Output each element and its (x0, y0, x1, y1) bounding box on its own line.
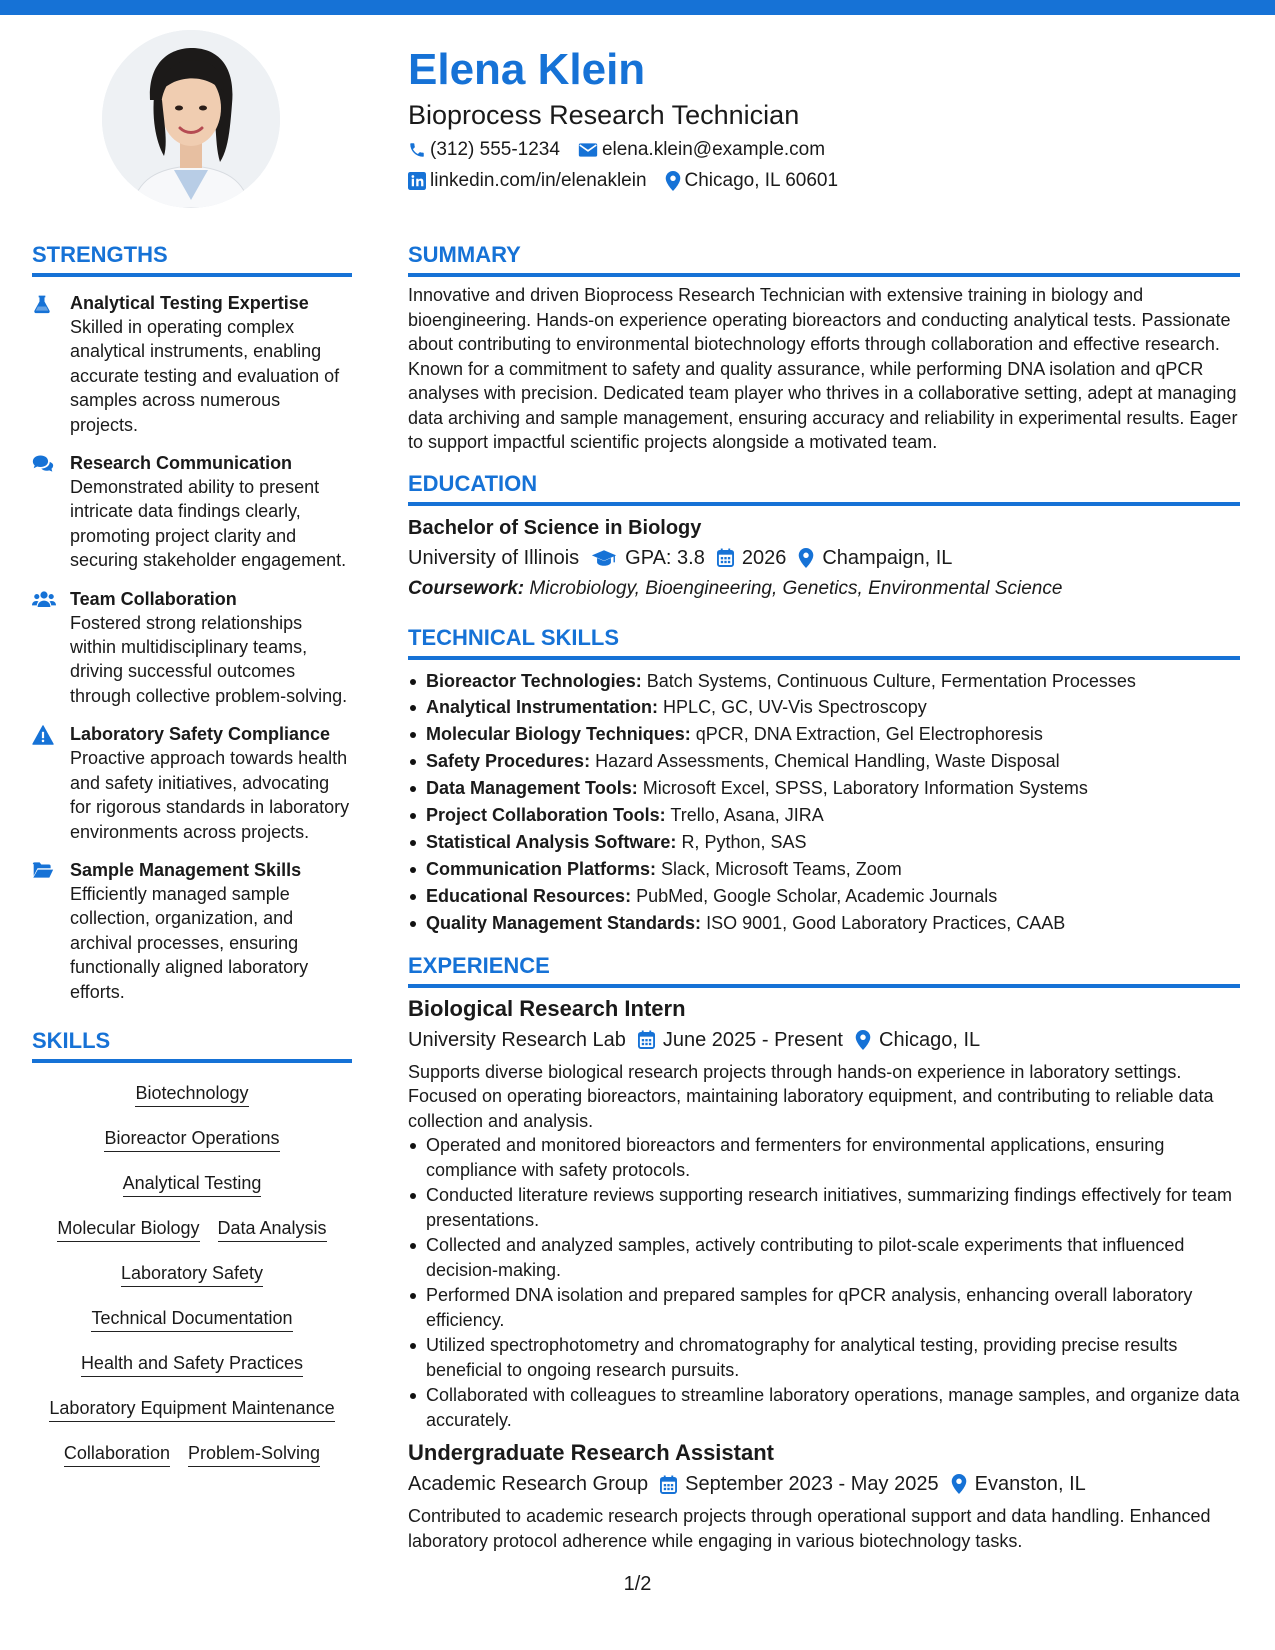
strength-item (32, 587, 352, 709)
left-column (32, 240, 352, 1486)
job-meta (408, 1026, 1240, 1054)
page-number: 1/2 (623, 1573, 652, 1595)
skill-tag: Health and Safety Practices (81, 1351, 303, 1377)
skill-tag: Laboratory Safety (121, 1261, 263, 1287)
job-org: Academic Research Group (408, 1473, 649, 1496)
job-meta (408, 1470, 1240, 1498)
skill-tag: Collaboration (64, 1441, 170, 1467)
skill-label: Communication Platforms: (426, 858, 657, 879)
list-item (408, 694, 1240, 721)
strength-item (32, 291, 352, 437)
right-column (408, 240, 1240, 1553)
strength-title: Team Collaboration (70, 588, 237, 609)
skill-label: Quality Management Standards: (426, 912, 702, 933)
flask-icon (32, 294, 52, 314)
location-text: Chicago, IL 60601 (684, 170, 839, 191)
summary-heading: SUMMARY (408, 240, 1240, 277)
strength-text: Fostered strong relationships within multidisciplinary teams, driving successful outcomes through collective problem-solving. (70, 612, 348, 706)
skill-tag: Problem-Solving (188, 1441, 320, 1467)
job-location (951, 1470, 1086, 1498)
folder-open-icon (32, 861, 54, 879)
email-icon (578, 141, 598, 159)
strength-text: Skilled in operating complex analytical instruments, enabling accurate testing and evaluation of samples across numerous projects. (70, 317, 340, 435)
list-item (408, 883, 1240, 910)
email-contact[interactable] (578, 137, 825, 163)
list-item (408, 721, 1240, 748)
calendar-icon (638, 1030, 655, 1049)
map-pin-icon (665, 171, 681, 191)
list-item: Operated and monitored bioreactors and fermenters for environmental applications, ensuring compliance with safety protocols. (408, 1133, 1240, 1182)
candidate-title: Bioprocess Research Technician (408, 100, 800, 130)
dates-text: September 2023 - May 2025 (685, 1473, 939, 1496)
education-meta (408, 544, 1240, 572)
list-item: Performed DNA isolation and prepared samples for qPCR analysis, enhancing overall laboratory efficiency. (408, 1283, 1240, 1332)
skills-cloud (32, 1081, 352, 1467)
resume-header (408, 40, 1228, 194)
experience-heading: EXPERIENCE (408, 951, 1240, 988)
gpa (591, 544, 705, 572)
skill-value: R, Python, SAS (681, 831, 807, 852)
list-item (408, 856, 1240, 883)
list-item: Collected and analyzed samples, actively contributing to pilot-scale experiments that influenced decision-making. (408, 1233, 1240, 1282)
job-description: Supports diverse biological research projects through hands-on experience in laboratory settings. Focused on operating bioreactors, maintaining laboratory equipment, and contributing to reliable data collection and analysis. (408, 1061, 1214, 1131)
strength-text: Demonstrated ability to present intricate data findings clearly, promoting project clarity and securing stakeholder engagement. (70, 477, 347, 571)
strength-title: Laboratory Safety Compliance (70, 724, 331, 745)
school-location (798, 544, 952, 572)
map-pin-icon (951, 1474, 967, 1494)
strength-title: Sample Management Skills (70, 859, 302, 880)
job-description: Contributed to academic research projects through operational support and data handling. Enhanced laboratory protocol adherence while engaging in various biotechnology tasks. (408, 1506, 1211, 1551)
linkedin-text: linkedin.com/in/elenaklein (430, 170, 647, 191)
warning-icon (32, 725, 54, 745)
skill-tag: Analytical Testing (123, 1171, 262, 1197)
skill-tag: Biotechnology (135, 1081, 248, 1107)
job-title: Biological Research Intern (408, 995, 686, 1021)
contact-row-2 (408, 168, 1228, 194)
users-icon (32, 590, 56, 608)
technical-skills-list (408, 668, 1240, 937)
location-text: Evanston, IL (974, 1473, 1086, 1496)
job-title: Undergraduate Research Assistant (408, 1440, 774, 1466)
job-dates (638, 1026, 843, 1054)
job-dates (660, 1470, 939, 1498)
list-item (408, 802, 1240, 829)
strength-item (32, 722, 352, 844)
email-text: elena.klein@example.com (601, 139, 826, 160)
skill-label: Project Collaboration Tools: (426, 805, 666, 826)
skill-label: Statistical Analysis Software: (426, 831, 677, 852)
skill-value: ISO 9001, Good Laboratory Practices, CAAB (706, 912, 1066, 933)
linkedin-icon (408, 172, 426, 190)
list-item (408, 775, 1240, 802)
skill-label: Data Management Tools: (426, 778, 638, 799)
strength-text: Proactive approach towards health and safety initiatives, advocating for rigorous standards in laboratory environments across projects. (70, 748, 350, 842)
strength-item (32, 858, 352, 1004)
education-heading: EDUCATION (408, 469, 1240, 506)
technical-skills-heading: TECHNICAL SKILLS (408, 623, 1240, 660)
list-item: Collaborated with colleagues to streamline laboratory operations, manage samples, and organize data accurately. (408, 1383, 1240, 1432)
strength-item (32, 451, 352, 573)
skill-label: Educational Resources: (426, 885, 632, 906)
strengths-heading: STRENGTHS (32, 240, 352, 277)
strength-title: Research Communication (70, 453, 293, 474)
contact-row-1 (408, 137, 1228, 163)
list-item (408, 668, 1240, 695)
skill-tag: Bioreactor Operations (104, 1126, 279, 1152)
skill-value: PubMed, Google Scholar, Academic Journals (636, 885, 998, 906)
year-text: 2026 (741, 546, 787, 569)
coursework-label: Coursework: (408, 577, 525, 599)
skill-value: qPCR, DNA Extraction, Gel Electrophoresis (695, 724, 1043, 745)
grad-year (717, 544, 787, 572)
job-bullets (408, 1133, 1240, 1432)
comments-icon (32, 454, 54, 474)
calendar-icon (717, 548, 734, 567)
skill-value: HPLC, GC, UV-Vis Spectroscopy (663, 697, 927, 718)
degree-title: Bachelor of Science in Biology (408, 516, 702, 539)
graduation-cap-icon (591, 549, 617, 567)
profile-photo (102, 30, 280, 208)
skill-tag: Data Analysis (218, 1216, 327, 1242)
skill-label: Molecular Biology Techniques: (426, 724, 691, 745)
job-org: University Research Lab (408, 1028, 626, 1051)
strength-title: Analytical Testing Expertise (70, 293, 309, 313)
map-pin-icon (855, 1030, 871, 1050)
phone-text: (312) 555-1234 (430, 139, 560, 160)
list-item (408, 910, 1240, 937)
phone-icon (408, 141, 426, 159)
skill-value: Trello, Asana, JIRA (670, 805, 824, 826)
skill-label: Safety Procedures: (426, 751, 591, 772)
dates-text: June 2025 - Present (662, 1028, 843, 1051)
skill-tag: Laboratory Equipment Maintenance (49, 1396, 334, 1422)
location-text: Chicago, IL (879, 1028, 981, 1051)
skill-value: Batch Systems, Continuous Culture, Fermentation Processes (646, 670, 1136, 691)
gpa-text: GPA: 3.8 (625, 546, 705, 569)
skill-tag: Molecular Biology (57, 1216, 199, 1242)
strength-text: Efficiently managed sample collection, organization, and archival processes, ensuring functionally aligned laboratory efforts. (70, 883, 309, 1002)
coursework (408, 575, 1240, 603)
list-item (408, 748, 1240, 775)
school-name: University of Illinois (408, 546, 580, 569)
location-contact (665, 168, 839, 194)
top-accent-bar (0, 0, 1275, 15)
location-text: Champaign, IL (822, 546, 953, 569)
skill-label: Analytical Instrumentation: (426, 697, 659, 718)
phone-contact[interactable] (408, 137, 560, 163)
job-entry (408, 1438, 1240, 1553)
list-item: Utilized spectrophotometry and chromatography for analytical testing, providing precise results beneficial to ongoing research pursuits. (408, 1333, 1240, 1382)
skill-value: Hazard Assessments, Chemical Handling, Waste Disposal (595, 751, 1060, 772)
linkedin-contact[interactable] (408, 168, 647, 194)
summary-text: Innovative and driven Bioprocess Research Technician with extensive training in biology and bioengineering. Hands-on experience operating bioreactors and conducting analytical tests. Passionate about contributing to environmental biotechnology efforts through collaboration and effective research. Known for a commitment to safety and quality assurance, while performing DNA isolation and qPCR analyses with precision. Dedicated team player who thrives in a collaborative setting, adept at managing data archiving and sample management, ensuring accuracy and reliability in experimental results. Eager to support impactful scientific projects alongside a motivated team. (408, 285, 1238, 452)
skill-tag: Technical Documentation (91, 1306, 292, 1332)
job-entry (408, 994, 1240, 1433)
skill-label: Bioreactor Technologies: (426, 670, 642, 691)
list-item: Conducted literature reviews supporting research initiatives, summarizing findings effectively for team presentations. (408, 1183, 1240, 1232)
skill-value: Microsoft Excel, SPSS, Laboratory Information Systems (642, 778, 1088, 799)
skill-value: Slack, Microsoft Teams, Zoom (661, 858, 902, 879)
map-pin-icon (798, 548, 814, 568)
list-item (408, 829, 1240, 856)
coursework-list: Microbiology, Bioengineering, Genetics, Environmental Science (529, 577, 1063, 599)
job-location (855, 1026, 980, 1054)
skills-heading: SKILLS (32, 1026, 352, 1063)
calendar-icon (660, 1475, 677, 1494)
candidate-name: Elena Klein (408, 45, 646, 94)
